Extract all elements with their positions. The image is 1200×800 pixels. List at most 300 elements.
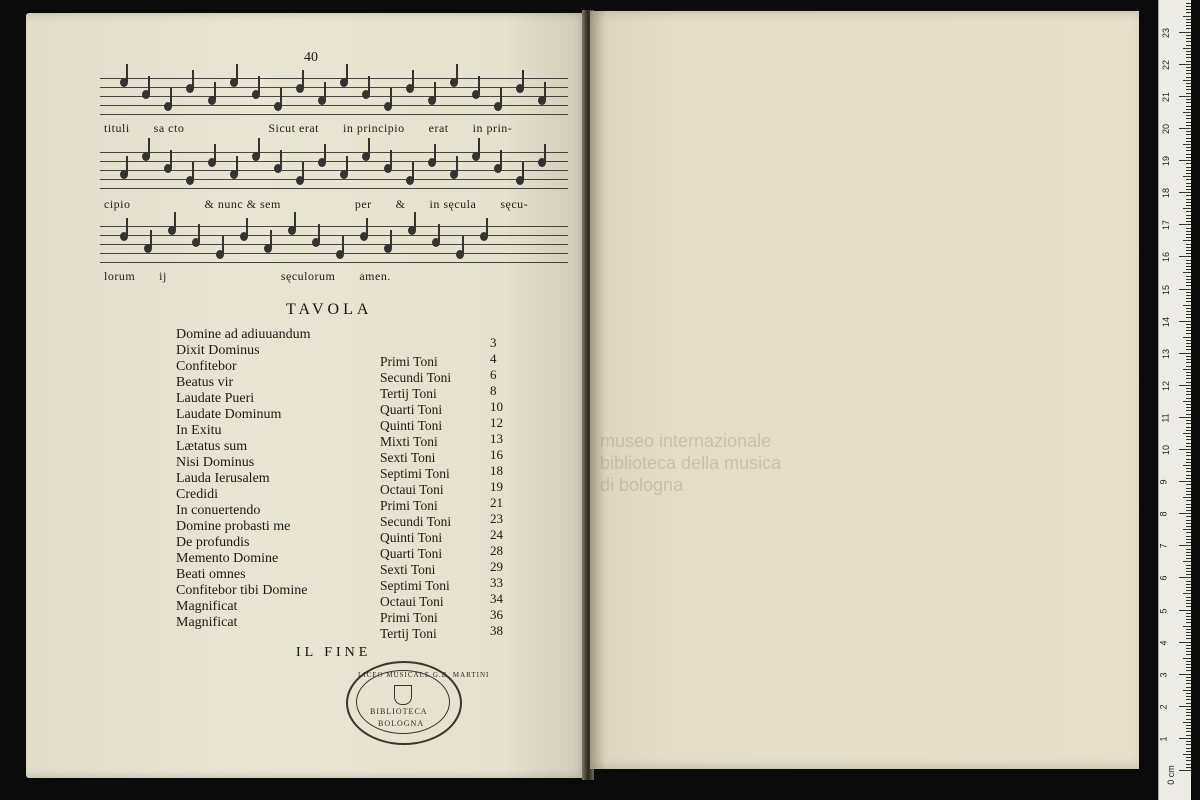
ruler-tick — [1186, 574, 1191, 575]
ruler-tick — [1186, 549, 1191, 550]
ruler-tick — [1186, 764, 1191, 765]
ruler-tick — [1186, 471, 1191, 472]
ruler-tick — [1186, 741, 1191, 742]
ruler-tick — [1186, 346, 1191, 347]
note-head — [362, 152, 370, 161]
ruler-tick — [1186, 632, 1191, 633]
note-head — [208, 158, 216, 167]
note-head — [168, 226, 176, 235]
ruler-tick — [1186, 510, 1191, 511]
ruler-tick — [1179, 706, 1191, 707]
ruler-tick — [1186, 600, 1191, 601]
ruler-number: 4 — [1158, 640, 1169, 646]
ruler-tick — [1186, 73, 1191, 74]
ruler-tick — [1186, 6, 1191, 7]
note-head — [120, 170, 128, 179]
toc-entry-title: Credidi — [176, 487, 218, 502]
ruler-tick — [1186, 292, 1191, 293]
table-of-contents — [176, 327, 516, 641]
ruler-tick — [1186, 760, 1191, 761]
toc-entry-page: 21 — [490, 495, 503, 510]
ruler-tick — [1186, 253, 1191, 254]
ruler-tick — [1186, 597, 1191, 598]
ruler-tick — [1186, 25, 1191, 26]
ruler-tick — [1186, 420, 1191, 421]
toc-entry-page: 34 — [490, 591, 503, 606]
ruler-tick — [1186, 455, 1191, 456]
ruler-tick — [1186, 308, 1191, 309]
ruler-tick — [1179, 417, 1191, 418]
ruler-number: 13 — [1161, 348, 1172, 359]
ruler-tick — [1183, 497, 1191, 498]
ruler-tick — [1186, 446, 1191, 447]
ruler-tick — [1186, 468, 1191, 469]
note-head — [264, 244, 272, 253]
note-head — [494, 164, 502, 173]
note-head — [450, 170, 458, 179]
toc-entry-title: Beatus vir — [176, 375, 234, 390]
ruler-tick — [1179, 160, 1191, 161]
note-head — [340, 170, 348, 179]
lyric-word: sęcu- — [500, 197, 529, 211]
note-head — [274, 164, 282, 173]
toc-entry-title: Nisi Dominus — [176, 455, 255, 470]
toc-entry-tone: Primi Toni — [380, 610, 438, 625]
ruler-tick — [1186, 375, 1191, 376]
ruler-tick — [1186, 590, 1191, 591]
note-head — [406, 176, 414, 185]
ruler-tick — [1179, 513, 1191, 514]
lyric-word: cipio — [104, 197, 131, 211]
toc-entry-tone: Septimi Toni — [380, 466, 450, 481]
note-head — [312, 238, 320, 247]
ruler-number: 2 — [1158, 704, 1169, 710]
ruler-tick — [1186, 324, 1191, 325]
ruler-tick — [1186, 330, 1191, 331]
ruler-tick — [1186, 333, 1191, 334]
ruler-tick — [1186, 452, 1191, 453]
ruler-tick — [1186, 388, 1191, 389]
note-head — [142, 152, 150, 161]
toc-row — [176, 615, 516, 641]
note-head — [216, 250, 224, 259]
toc-entry-title: Magnificat — [176, 615, 238, 630]
music-staff-3 — [100, 220, 568, 264]
ruler-tick — [1186, 382, 1191, 383]
ruler-tick — [1186, 163, 1191, 164]
ruler-tick — [1186, 629, 1191, 630]
ruler-number: 20 — [1161, 123, 1172, 135]
ruler-tick — [1186, 407, 1191, 408]
ruler-tick — [1186, 269, 1191, 270]
ruler-tick — [1186, 170, 1191, 171]
ruler-tick — [1183, 593, 1191, 594]
ruler-tick — [1186, 285, 1191, 286]
ruler-number: 8 — [1158, 511, 1169, 517]
ruler-tick — [1186, 520, 1191, 521]
ruler-tick — [1186, 475, 1191, 476]
ruler-tick — [1186, 651, 1191, 652]
ruler-tick — [1186, 687, 1191, 688]
ruler-number: 19 — [1161, 156, 1172, 167]
note-head — [296, 84, 304, 93]
ruler-tick — [1186, 295, 1191, 296]
ruler-tick — [1186, 35, 1191, 36]
note-head — [450, 78, 458, 87]
note-head — [340, 78, 348, 87]
ruler-unit-label: 0 cm — [1165, 765, 1176, 785]
ruler-tick — [1186, 378, 1191, 379]
toc-entry-title: Confitebor tibi Domine — [176, 583, 308, 598]
ruler-tick — [1186, 51, 1191, 52]
ruler-tick — [1186, 247, 1191, 248]
ruler-tick — [1186, 725, 1191, 726]
note-head — [240, 232, 248, 241]
ruler-tick — [1183, 433, 1191, 434]
toc-entry-page: 8 — [490, 383, 497, 398]
ruler-tick — [1186, 410, 1191, 411]
toc-entry-title: De profundis — [176, 535, 250, 550]
ruler-tick — [1186, 703, 1191, 704]
bleed-line: biblioteca della musica — [600, 453, 782, 473]
ruler-tick — [1186, 279, 1191, 280]
ruler-tick — [1186, 244, 1191, 245]
ruler-tick — [1186, 504, 1191, 505]
ruler-tick — [1186, 138, 1191, 139]
ruler-number: 18 — [1161, 188, 1172, 199]
ruler-tick — [1186, 106, 1191, 107]
ruler-tick — [1183, 272, 1191, 273]
ruler-tick — [1186, 38, 1191, 39]
ruler-tick — [1179, 449, 1191, 450]
toc-entry-page: 36 — [490, 607, 503, 622]
ruler-tick — [1186, 536, 1191, 537]
ruler-tick — [1186, 141, 1191, 142]
ruler-tick — [1186, 89, 1191, 90]
ruler-tick — [1186, 484, 1191, 485]
ruler-tick — [1186, 57, 1191, 58]
ruler-tick — [1186, 102, 1191, 103]
note-head — [288, 226, 296, 235]
ruler-tick — [1186, 423, 1191, 424]
ruler-tick — [1186, 565, 1191, 566]
ruler-tick — [1186, 539, 1191, 540]
ruler-tick — [1186, 712, 1191, 713]
ruler-tick — [1186, 340, 1191, 341]
note-head — [252, 90, 260, 99]
ruler-tick — [1186, 173, 1191, 174]
ruler-number: 6 — [1158, 575, 1169, 581]
note-head — [456, 250, 464, 259]
ruler-tick — [1186, 571, 1191, 572]
ruler-tick — [1186, 526, 1191, 527]
toc-entry-page: 19 — [490, 479, 503, 494]
ruler-tick — [1186, 218, 1191, 219]
ruler-tick — [1186, 391, 1191, 392]
ruler-tick — [1183, 401, 1191, 402]
ruler-tick — [1186, 654, 1191, 655]
ruler-tick — [1183, 369, 1191, 370]
ruler-tick — [1183, 465, 1191, 466]
note-head — [384, 244, 392, 253]
toc-entry-tone: Quinti Toni — [380, 530, 443, 545]
ruler-tick — [1186, 555, 1191, 556]
ruler-tick — [1186, 683, 1191, 684]
ruler-tick — [1186, 125, 1191, 126]
ruler-tick — [1186, 221, 1191, 222]
ruler-number: 11 — [1160, 413, 1171, 423]
ruler-tick — [1186, 45, 1191, 46]
ruler-tick — [1186, 122, 1191, 123]
ruler-tick — [1186, 414, 1191, 415]
ruler-tick — [1186, 439, 1191, 440]
tavola-heading: TAVOLA — [286, 301, 373, 318]
note-head — [472, 90, 480, 99]
toc-entry-page: 28 — [490, 543, 503, 558]
ruler-tick — [1186, 282, 1191, 283]
toc-entry-page: 33 — [490, 575, 503, 590]
ruler-tick — [1179, 128, 1191, 129]
toc-entry-title: Lætatus sum — [176, 439, 248, 454]
ruler-tick — [1186, 150, 1191, 151]
toc-entry-tone: Octaui Toni — [380, 594, 444, 609]
toc-entry-page: 29 — [490, 559, 503, 574]
note-head — [318, 158, 326, 167]
ruler-tick — [1186, 767, 1191, 768]
ruler-tick — [1186, 276, 1191, 277]
ruler-number: 9 — [1158, 479, 1169, 485]
ruler-tick — [1186, 349, 1191, 350]
ruler-tick — [1186, 237, 1191, 238]
ruler-tick — [1186, 709, 1191, 710]
note-head — [408, 226, 416, 235]
ruler-tick — [1183, 305, 1191, 306]
ruler-tick — [1186, 680, 1191, 681]
ruler-tick — [1186, 356, 1191, 357]
ruler-tick — [1183, 561, 1191, 562]
ruler-tick — [1186, 134, 1191, 135]
ruler-number: 16 — [1161, 252, 1172, 263]
ruler-tick — [1186, 619, 1191, 620]
toc-entry-title: Confitebor — [176, 359, 237, 374]
ruler-tick — [1186, 359, 1191, 360]
note-head — [516, 84, 524, 93]
ruler-tick — [1186, 670, 1191, 671]
note-head — [480, 232, 488, 241]
ruler-tick — [1186, 459, 1191, 460]
toc-entry-tone: Tertij Toni — [380, 386, 437, 401]
ruler-tick — [1186, 9, 1191, 10]
ruler-tick — [1179, 738, 1191, 739]
toc-entry-page: 4 — [490, 351, 497, 366]
toc-entry-title: Memento Domine — [176, 551, 279, 566]
ruler-tick — [1186, 494, 1191, 495]
ruler-tick — [1179, 577, 1191, 578]
toc-entry-page: 10 — [490, 399, 503, 414]
music-staff-1 — [100, 72, 568, 116]
ruler-tick — [1186, 584, 1191, 585]
toc-entry-tone: Secundi Toni — [380, 514, 452, 529]
ruler-tick — [1186, 443, 1191, 444]
note-head — [144, 244, 152, 253]
ruler-tick — [1186, 61, 1191, 62]
lyric-word: lorum — [104, 269, 136, 283]
ruler-tick — [1186, 28, 1191, 29]
toc-entry-tone: Quarti Toni — [380, 546, 443, 561]
ruler-tick — [1186, 205, 1191, 206]
note-head — [538, 158, 546, 167]
right-page-blank — [590, 11, 1139, 769]
ruler-tick — [1179, 321, 1191, 322]
toc-entry-title: Laudate Dominum — [176, 407, 282, 422]
ruler-tick — [1186, 311, 1191, 312]
note-head — [252, 152, 260, 161]
ruler-tick — [1186, 757, 1191, 758]
ruler-tick — [1179, 674, 1191, 675]
ruler-tick — [1186, 327, 1191, 328]
stamp-text-2: BIBLIOTECA — [370, 707, 428, 716]
ruler-tick — [1186, 12, 1191, 13]
note-head — [516, 176, 524, 185]
lyric-word: sęculorum — [280, 269, 336, 283]
ruler-tick — [1186, 638, 1191, 639]
ruler-tick — [1179, 481, 1191, 482]
ruler-tick — [1186, 693, 1191, 694]
ruler-tick — [1186, 394, 1191, 395]
note-head — [142, 90, 150, 99]
note-head — [432, 238, 440, 247]
ruler-tick — [1179, 224, 1191, 225]
ruler-tick — [1179, 256, 1191, 257]
ruler-tick — [1183, 144, 1191, 145]
toc-entry-page: 12 — [490, 415, 503, 430]
ruler-tick — [1186, 635, 1191, 636]
toc-entry-page: 3 — [490, 335, 497, 350]
toc-entry-tone: Sexti Toni — [380, 562, 436, 577]
ruler-tick — [1186, 109, 1191, 110]
ruler-number: 22 — [1161, 59, 1172, 70]
note-head — [494, 102, 502, 111]
lyric-word: in prin- — [472, 121, 513, 135]
ruler-tick — [1186, 462, 1191, 463]
lyric-word: amen. — [359, 269, 391, 283]
ruler-tick — [1186, 189, 1191, 190]
ruler-tick — [1186, 118, 1191, 119]
note-head — [406, 84, 414, 93]
ruler-tick — [1183, 208, 1191, 209]
toc-row — [176, 327, 516, 350]
ruler-number: 14 — [1161, 316, 1172, 327]
toc-entry-tone: Mixti Toni — [380, 434, 438, 449]
note-head — [472, 152, 480, 161]
toc-row — [176, 599, 516, 625]
toc-entry-title: Dixit Dominus — [176, 343, 260, 358]
note-head — [192, 238, 200, 247]
toc-entry-page: 23 — [490, 511, 503, 526]
ruler-tick — [1186, 744, 1191, 745]
ruler-tick — [1186, 430, 1191, 431]
ruler-number: 12 — [1161, 380, 1172, 391]
toc-entry-title: In conuertendo — [176, 503, 261, 518]
ruler-tick — [1186, 70, 1191, 71]
lyric-word: ij — [159, 269, 167, 283]
ruler-tick — [1186, 298, 1191, 299]
ruler-tick — [1186, 404, 1191, 405]
toc-entry-page: 24 — [490, 527, 503, 542]
ruler-tick — [1183, 626, 1191, 627]
ruler-tick — [1186, 234, 1191, 235]
ruler-tick — [1186, 398, 1191, 399]
ruler-tick — [1186, 19, 1191, 20]
toc-entry-page: 18 — [490, 463, 503, 478]
note-head — [428, 96, 436, 105]
ruler-tick — [1186, 488, 1191, 489]
ruler-number: 7 — [1158, 543, 1169, 549]
ruler-tick — [1186, 581, 1191, 582]
ruler-tick — [1183, 658, 1191, 659]
measurement-ruler — [1158, 0, 1191, 800]
ruler-tick — [1186, 83, 1191, 84]
ruler-tick — [1186, 211, 1191, 212]
ruler-tick — [1183, 48, 1191, 49]
ruler-tick — [1186, 731, 1191, 732]
ruler-tick — [1186, 748, 1191, 749]
ruler-tick — [1186, 664, 1191, 665]
toc-entry-tone: Primi Toni — [380, 498, 438, 513]
lyric-word: per — [354, 197, 372, 211]
lyric-word: in sęcula — [429, 197, 477, 211]
toc-entry-tone: Tertij Toni — [380, 626, 437, 641]
ruler-tick — [1186, 613, 1191, 614]
ruler-tick — [1186, 231, 1191, 232]
lyric-word: sa cto — [153, 121, 185, 135]
bleed-line: museo internazionale — [600, 431, 772, 451]
ruler-number: 1 — [1158, 736, 1169, 742]
ruler-tick — [1186, 343, 1191, 344]
ruler-tick — [1186, 250, 1191, 251]
ruler-tick — [1186, 699, 1191, 700]
toc-entry-title: Beati omnes — [176, 567, 246, 582]
lyric-word: tituli — [104, 121, 130, 135]
library-stamp — [346, 661, 490, 745]
ruler-tick — [1186, 568, 1191, 569]
note-head — [538, 96, 546, 105]
note-head — [164, 102, 172, 111]
ruler-tick — [1179, 545, 1191, 546]
ruler-tick — [1186, 616, 1191, 617]
ruler-tick — [1186, 587, 1191, 588]
note-head — [336, 250, 344, 259]
note-head — [230, 78, 238, 87]
note-head — [384, 102, 392, 111]
note-head — [274, 102, 282, 111]
ruler-tick — [1183, 722, 1191, 723]
ruler-tick — [1186, 606, 1191, 607]
note-head — [296, 176, 304, 185]
ruler-tick — [1186, 523, 1191, 524]
ruler-tick — [1186, 54, 1191, 55]
ruler-tick — [1186, 366, 1191, 367]
stamp-text-1: LICEO MUSICALE G.B. MARTINI — [358, 671, 490, 679]
note-head — [120, 232, 128, 241]
ruler-tick — [1186, 147, 1191, 148]
ruler-tick — [1179, 192, 1191, 193]
toc-entry-title: Lauda Ierusalem — [176, 471, 270, 486]
note-head — [164, 164, 172, 173]
ruler-tick — [1183, 176, 1191, 177]
toc-entry-tone: Septimi Toni — [380, 578, 450, 593]
ruler-tick — [1186, 67, 1191, 68]
